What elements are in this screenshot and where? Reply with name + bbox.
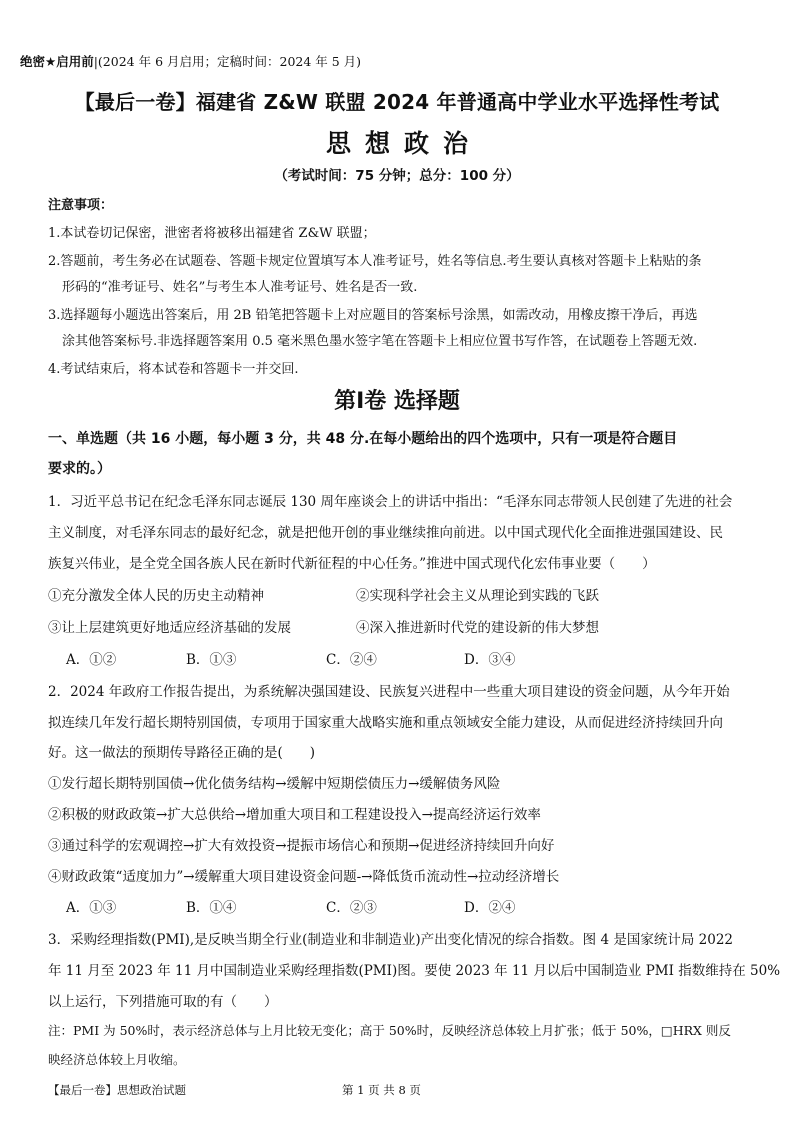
question-3-note: 注：PMI 为 50%时，表示经济总体与上月比较无变化；高于 50%时，反映经济总体较上月扩张；低于 50%，□HRX 则反 <box>48 1023 731 1038</box>
notice-item: 3.选择题每小题选出答案后，用 2B 铅笔把答题卡上对应题目的答案标号涂黑，如需改动，用橡皮擦干净后，再选 <box>48 308 698 323</box>
question-1-stem: 主义制度，对毛泽东同志的最好纪念，就是把他开创的事业继续推向前进。以中国式现代化全面推进强国建设、民 <box>48 525 723 541</box>
question-2-item: ①发行超长期特别国债→优化债务结构→缓解中短期偿债压力→缓解债务风险 <box>48 776 501 792</box>
notice-item: 1.本试卷切记保密，泄密者将被移出福建省 Z&W 联盟； <box>48 226 376 241</box>
notice-item-continued: 涂其他答案标号.非选择题答案用 0.5 毫米黑色墨水签字笔在答题卡上相应位置书写作答，在试题卷上答题无效. <box>62 334 698 349</box>
footer-paper-name: 【最后一卷】思想政治试题 <box>48 1083 186 1097</box>
question-3-stem: 以上运行，下列措施可取的有（ ） <box>48 994 278 1010</box>
question-3-note: 映经济总体较上月收缩。 <box>48 1052 186 1067</box>
question-2-choice-c: C．②③ <box>326 900 377 916</box>
question-2-choice-b: B．①④ <box>186 900 237 916</box>
question-2-item: ②积极的财政政策→扩大总供给→增加重大项目和工程建设投入→提高经济运行效率 <box>48 807 541 823</box>
question-2-item: ④财政政策“适度加力”→缓解重大项目建设资金问题-→降低货币流动性→拉动经济增长 <box>48 869 560 885</box>
question-2-stem: 2．2024 年政府工作报告提出，为系统解决强国建设、民族复兴进程中一些重大项目建设的资金问题，从今年开始 <box>48 684 730 700</box>
question-3-stem: 3．采购经理指数(PMI),是反映当期全行业(制造业和非制造业)产出变化情况的综合指数。图 4 是国家统计局 2022 <box>48 932 734 948</box>
question-type-instructions-continued: 要求的。） <box>48 461 111 477</box>
notice-heading: 注意事项： <box>48 198 114 213</box>
question-3-stem: 年 11 月至 2023 年 11 月中国制造业采购经理指数(PMI)图。要使 2023 年 11 月以后中国制造业 PMI 指数维持在 50% <box>48 963 781 979</box>
question-2-item: ③通过科学的宏观调控→扩大有效投资→提振市场信心和预期→促进经济持续回升向好 <box>48 838 555 854</box>
question-1-stem: 1．习近平总书记在纪念毛泽东同志诞辰 130 周年座谈会上的讲话中指出：“毛泽东同志带领人民创建了先进的社会 <box>48 494 733 510</box>
question-1-choice-b: B．①③ <box>186 652 237 668</box>
footer-page-number: 第 1 页 共 8 页 <box>342 1083 421 1097</box>
question-1-item: ③让上层建筑更好地适应经济基础的发展 <box>48 620 291 636</box>
question-1-item: ②实现科学社会主义从理论到实践的飞跃 <box>356 588 599 604</box>
notice-item: 2.答题前，考生务必在试题卷、答题卡规定位置填写本人准考证号，姓名等信息.考生要认真核对答题卡上粘贴的条 <box>48 254 702 269</box>
question-type-instructions: 一、单选题（共 16 小题，每小题 3 分，共 48 分.在每小题给出的四个选项中，只有一项是符合题目 <box>48 431 678 447</box>
question-1-choice-c: C．②④ <box>326 652 377 668</box>
subject-title: 思想政治 <box>325 129 482 158</box>
header-meta <box>20 52 361 70</box>
question-1-stem: 族复兴伟业，是全党全国各族人民在新时代新征程的中心任务。”推进中国式现代化宏伟事业要（ ） <box>48 556 656 572</box>
question-1-choice-d: D．③④ <box>464 652 516 668</box>
confidential-label: 绝密★启用前 <box>20 54 94 69</box>
notice-item: 4.考试结束后，将本试卷和答题卡一并交回. <box>48 362 299 377</box>
question-1-item: ④深入推进新时代党的建设新的伟大梦想 <box>356 620 599 636</box>
question-1-choice-a: A．①② <box>66 652 117 668</box>
question-2-stem: 拟连续几年发行超长期特别国债，专项用于国家重大战略实施和重点领域安全能力建设，从而促进经济持续回升向 <box>48 715 723 731</box>
question-2-choice-d: D．②④ <box>464 900 516 916</box>
question-1-item: ①充分激发全体人民的历史主动精神 <box>48 588 264 604</box>
exam-title: 【最后一卷】福建省 Z&W 联盟 2024 年普通高中学业水平选择性考试 <box>74 90 720 114</box>
notice-item-continued: 形码的“准考证号、姓名”与考生本人准考证号、姓名是否一致. <box>62 280 418 295</box>
question-2-choice-a: A．①③ <box>66 900 117 916</box>
usage-dates: |(2024 年 6 月启用；定稿时间：2024 年 5 月) <box>93 54 362 69</box>
exam-time: （考试时间：75 分钟；总分：100 分） <box>274 168 520 184</box>
question-2-stem: 好。这一做法的预期传导路径正确的是( ) <box>48 745 316 761</box>
section-title: 第Ⅰ卷 选择题 <box>334 389 460 414</box>
